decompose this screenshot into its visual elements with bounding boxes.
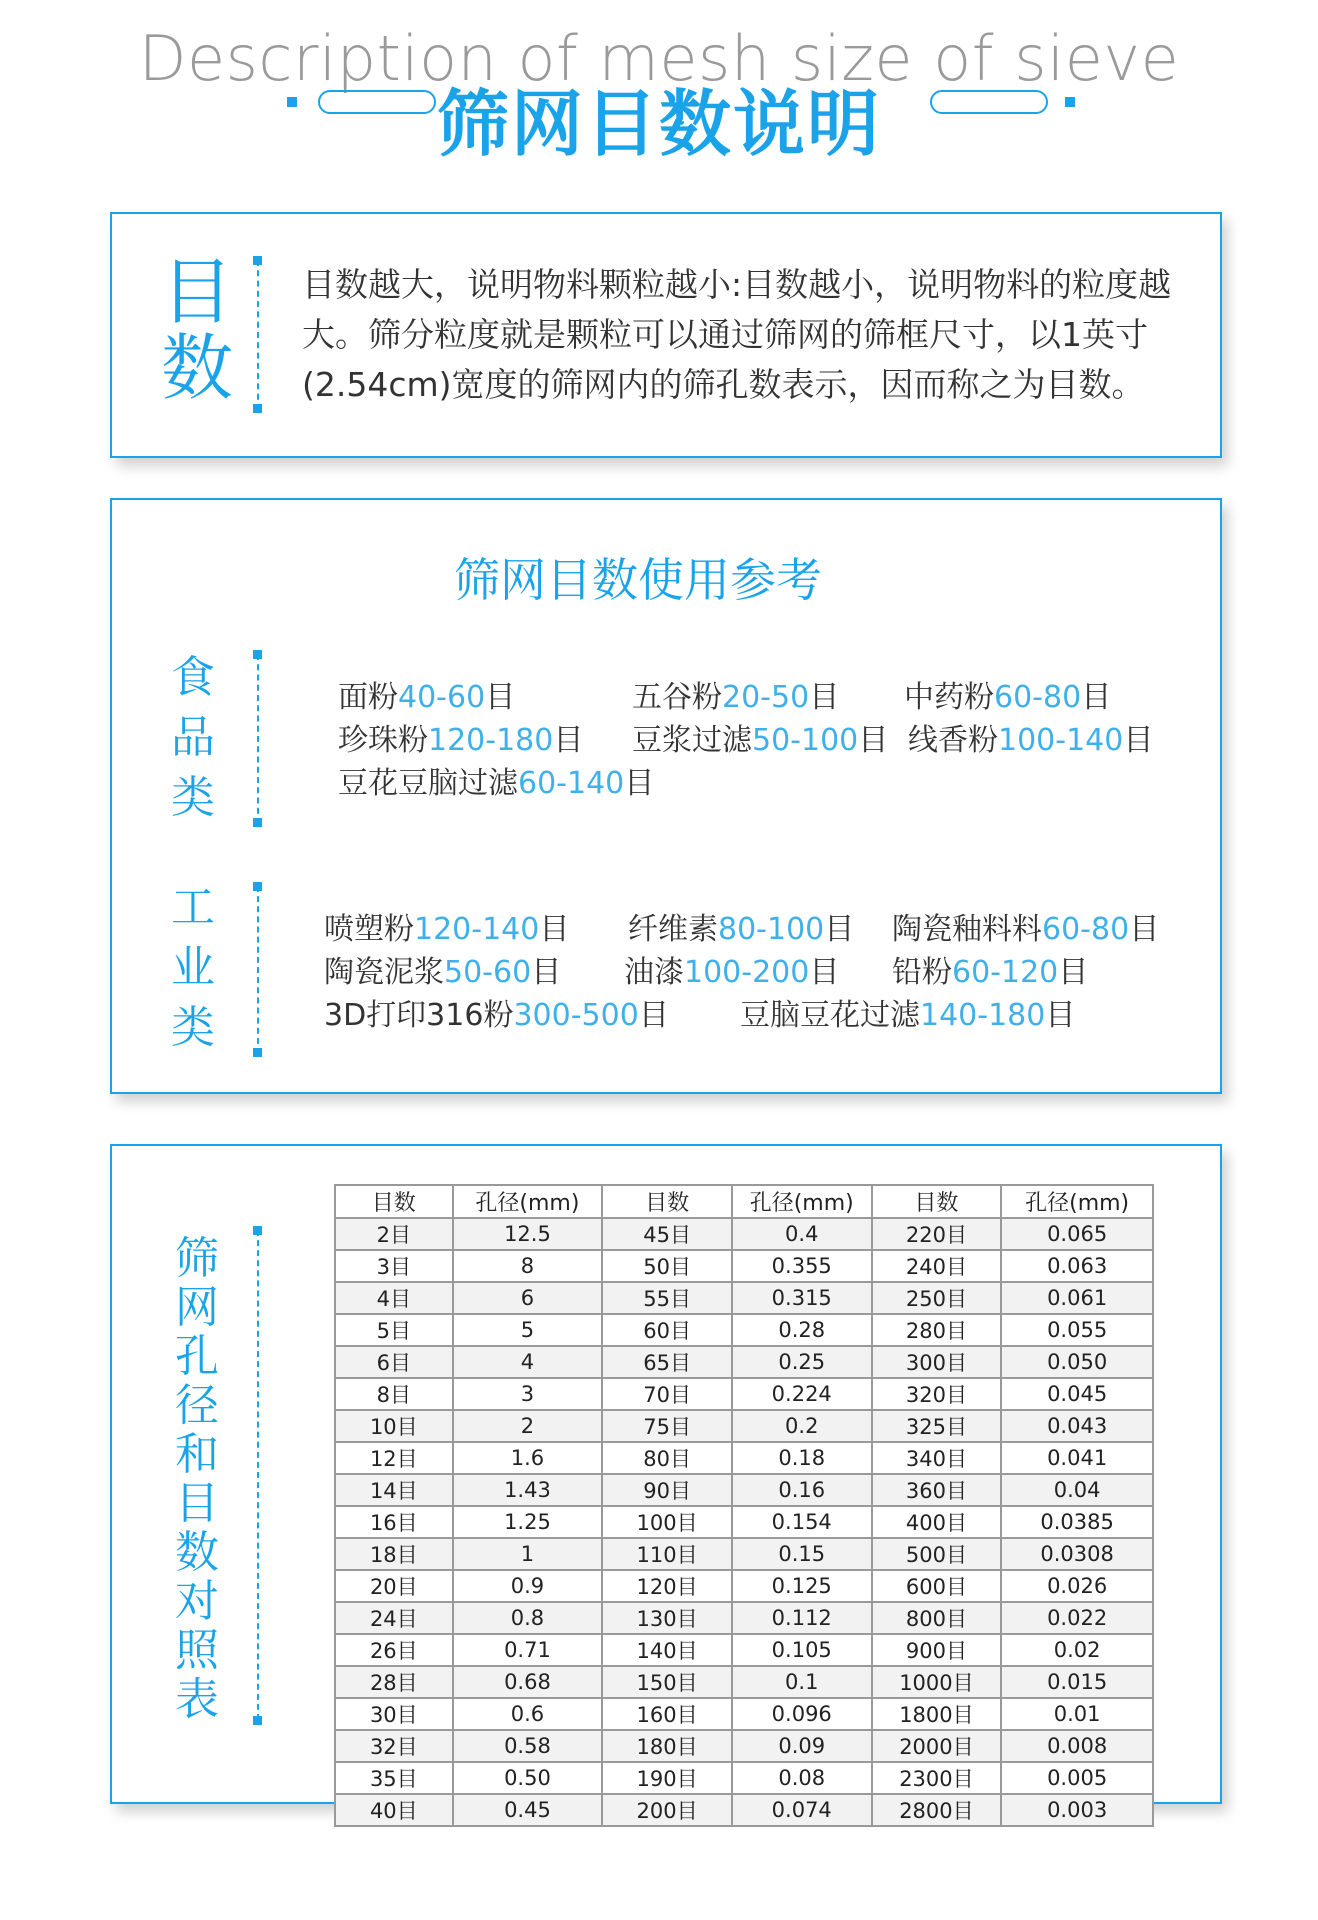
table-cell: 200目 [602,1794,732,1826]
table-cell: 1.43 [453,1474,603,1506]
divider-line [257,886,259,1054]
divider-line [257,260,259,410]
table-cell: 5 [453,1314,603,1346]
table-cell: 75目 [602,1410,732,1442]
table-cell: 5目 [335,1314,453,1346]
table-row [335,1378,1153,1410]
table-row [335,1474,1153,1506]
divider-dot [253,1716,262,1725]
table-cell: 0.28 [732,1314,872,1346]
table-row [335,1602,1153,1634]
table-cell: 0.9 [453,1570,603,1602]
table-cell: 32目 [335,1730,453,1762]
table-cell: 140目 [602,1634,732,1666]
food-item: 面粉40-60目 [338,680,516,715]
industry-item: 纤维素80-100目 [628,912,855,947]
divider-dot [253,256,262,265]
table-cell: 55目 [602,1282,732,1314]
label-char: 类 [171,772,215,823]
table-cell: 0.8 [453,1602,603,1634]
table-cell: 35目 [335,1762,453,1794]
table-cell: 0.074 [732,1794,872,1826]
industry-item: 铅粉60-120目 [892,955,1089,990]
table-cell: 0.50 [453,1762,603,1794]
table-cell: 280目 [872,1314,1002,1346]
title-char: 孔 [175,1331,219,1382]
table-cell: 0.105 [732,1634,872,1666]
table-cell: 500目 [872,1538,1002,1570]
table-cell: 0.043 [1001,1410,1153,1442]
table-row [335,1538,1153,1570]
table-row [335,1570,1153,1602]
food-item: 珍珠粉120-180目 [338,723,584,758]
title-char: 对 [175,1576,219,1627]
table-cell: 0.050 [1001,1346,1153,1378]
table-cell: 0.003 [1001,1794,1153,1826]
industry-item: 喷塑粉120-140目 [324,912,570,947]
table-cell: 45目 [602,1218,732,1250]
table-cell: 0.224 [732,1378,872,1410]
label-char: 类 [171,1002,215,1053]
table-row [335,1634,1153,1666]
table-cell: 190目 [602,1762,732,1794]
table-cell: 0.01 [1001,1698,1153,1730]
industry-item: 陶瓷泥浆50-60目 [324,955,562,990]
table-cell: 0.58 [453,1730,603,1762]
table-cell: 6目 [335,1346,453,1378]
intro-text: 目数越大，说明物料颗粒越小:目数越小，说明物料的粒度越大。筛分粒度就是颗粒可以通过筛网的筛框尺寸，以1英寸(2.54cm)宽度的筛网内的筛孔数表示，因而称之为目数。 [302,265,1172,404]
table-cell: 0.25 [732,1346,872,1378]
table-cell: 1.25 [453,1506,603,1538]
mesh-table-card [110,1144,1222,1823]
table-cell: 0.355 [732,1250,872,1282]
table-cell: 2 [453,1410,603,1442]
side-char: 数 [160,326,233,410]
table-cell: 160目 [602,1698,732,1730]
col-header: 孔径(mm) [1001,1185,1153,1218]
table-cell: 800目 [872,1602,1002,1634]
table-cell: 28目 [335,1666,453,1698]
divider-dot [253,404,262,413]
table-cell: 0.065 [1001,1218,1153,1250]
food-item: 豆花豆脑过滤60-140目 [338,766,655,801]
table-cell: 400目 [872,1506,1002,1538]
divider-dot [253,1048,262,1057]
table-cell: 0.005 [1001,1762,1153,1794]
table-cell: 0.096 [732,1698,872,1730]
intro-side-title [152,250,242,410]
table-cell: 18目 [335,1538,453,1570]
table-cell: 0.015 [1001,1666,1153,1698]
table-cell: 90目 [602,1474,732,1506]
table-cell: 14目 [335,1474,453,1506]
table-cell: 1.6 [453,1442,603,1474]
intro-card [110,212,1222,458]
label-char: 业 [171,942,215,993]
divider-dot [253,818,262,827]
table-cell: 12.5 [453,1218,603,1250]
table-cell: 0.008 [1001,1730,1153,1762]
table-cell: 0.315 [732,1282,872,1314]
table-cell: 0.68 [453,1666,603,1698]
decor-pill-right [930,90,1048,114]
table-cell: 0.45 [453,1794,603,1826]
table-cell: 6 [453,1282,603,1314]
industry-item: 3D打印316粉300-500目 [324,998,669,1033]
food-item: 线香粉100-140目 [908,723,1154,758]
table-cell: 26目 [335,1634,453,1666]
page-header [0,0,1318,166]
table-cell: 0.15 [732,1538,872,1570]
table-cell: 30目 [335,1698,453,1730]
table-cell: 2800目 [872,1794,1002,1826]
table-cell: 130目 [602,1602,732,1634]
industry-category-label [158,878,228,1058]
side-char: 目 [160,250,233,334]
table-cell: 0.125 [732,1570,872,1602]
table-cell: 300目 [872,1346,1002,1378]
table-cell: 0.0385 [1001,1506,1153,1538]
table-cell: 0.022 [1001,1602,1153,1634]
table-cell: 250目 [872,1282,1002,1314]
chinese-title: 筛网目数说明 [436,82,881,166]
table-cell: 0.045 [1001,1378,1153,1410]
title-char: 筛 [175,1233,219,1284]
table-cell: 360目 [872,1474,1002,1506]
table-cell: 16目 [335,1506,453,1538]
table-row [335,1666,1153,1698]
table-cell: 220目 [872,1218,1002,1250]
title-char: 目 [175,1478,219,1529]
table-row [335,1442,1153,1474]
table-cell: 0.02 [1001,1634,1153,1666]
reference-card [110,498,1222,1094]
food-item: 中药粉60-80目 [904,680,1112,715]
table-cell: 1000目 [872,1666,1002,1698]
table-cell: 4 [453,1346,603,1378]
table-cell: 12目 [335,1442,453,1474]
table-row [335,1282,1153,1314]
table-cell: 1 [453,1538,603,1570]
table-cell: 80目 [602,1442,732,1474]
table-cell: 0.154 [732,1506,872,1538]
food-item: 五谷粉20-50目 [632,680,840,715]
col-header: 孔径(mm) [732,1185,872,1218]
table-cell: 0.09 [732,1730,872,1762]
label-char: 食 [171,652,215,703]
title-char: 数 [175,1527,219,1578]
table-cell: 600目 [872,1570,1002,1602]
table-cell: 2000目 [872,1730,1002,1762]
industry-item: 陶瓷釉料料60-80目 [892,912,1160,947]
table-cell: 0.08 [732,1762,872,1794]
food-item: 豆浆过滤50-100目 [632,723,889,758]
title-char: 和 [175,1429,219,1480]
table-cell: 0.061 [1001,1282,1153,1314]
mesh-size-table [334,1184,1154,1827]
table-cell: 20目 [335,1570,453,1602]
divider-line [257,654,259,824]
table-cell: 1800目 [872,1698,1002,1730]
table-cell: 0.6 [453,1698,603,1730]
table-header-row [335,1185,1153,1218]
divider-dot [253,882,262,891]
table-cell: 0.04 [1001,1474,1153,1506]
table-cell: 0.1 [732,1666,872,1698]
table-cell: 10目 [335,1410,453,1442]
table-cell: 50目 [602,1250,732,1282]
industry-item: 豆脑豆花过滤140-180目 [740,998,1076,1033]
food-category-label [158,648,228,828]
divider-dot [253,1226,262,1235]
table-cell: 120目 [602,1570,732,1602]
table-cell: 8 [453,1250,603,1282]
table-cell: 3目 [335,1250,453,1282]
table-vertical-title [162,1234,232,1724]
table-cell: 4目 [335,1282,453,1314]
table-cell: 0.041 [1001,1442,1153,1474]
table-row [335,1346,1153,1378]
english-title: Description of mesh size of sieve [138,22,1180,95]
table-row [335,1250,1153,1282]
table-row [335,1218,1153,1250]
table-cell: 180目 [602,1730,732,1762]
table-cell: 0.18 [732,1442,872,1474]
table-row [335,1410,1153,1442]
table-cell: 0.0308 [1001,1538,1153,1570]
industry-item: 油漆100-200目 [624,955,840,990]
table-cell: 2300目 [872,1762,1002,1794]
divider-dot [253,650,262,659]
table-cell: 240目 [872,1250,1002,1282]
table-cell: 0.055 [1001,1314,1153,1346]
table-cell: 110目 [602,1538,732,1570]
table-row [335,1762,1153,1794]
col-header: 目数 [602,1185,732,1218]
decor-dot-right [1065,97,1075,107]
table-cell: 150目 [602,1666,732,1698]
table-cell: 0.71 [453,1634,603,1666]
table-row [335,1314,1153,1346]
table-cell: 325目 [872,1410,1002,1442]
table-cell: 100目 [602,1506,732,1538]
table-cell: 65目 [602,1346,732,1378]
table-cell: 70目 [602,1378,732,1410]
label-char: 品 [171,712,215,763]
table-cell: 0.063 [1001,1250,1153,1282]
table-cell: 0.16 [732,1474,872,1506]
col-header: 目数 [872,1185,1002,1218]
col-header: 孔径(mm) [453,1185,603,1218]
table-cell: 3 [453,1378,603,1410]
title-char: 网 [175,1282,219,1333]
table-cell: 0.026 [1001,1570,1153,1602]
title-char: 表 [175,1674,219,1725]
table-row [335,1730,1153,1762]
table-row [335,1698,1153,1730]
reference-title: 筛网目数使用参考 [454,553,822,607]
table-row [335,1794,1153,1826]
title-char: 径 [175,1380,219,1431]
table-cell: 60目 [602,1314,732,1346]
table-cell: 24目 [335,1602,453,1634]
table-cell: 900目 [872,1634,1002,1666]
table-cell: 320目 [872,1378,1002,1410]
table-cell: 2目 [335,1218,453,1250]
table-cell: 0.2 [732,1410,872,1442]
table-cell: 8目 [335,1378,453,1410]
col-header: 目数 [335,1185,453,1218]
divider-line [257,1230,259,1720]
table-cell: 0.112 [732,1602,872,1634]
table-row [335,1506,1153,1538]
title-char: 照 [175,1625,219,1676]
table-cell: 40目 [335,1794,453,1826]
table-cell: 340目 [872,1442,1002,1474]
table-cell: 0.4 [732,1218,872,1250]
label-char: 工 [171,882,215,933]
